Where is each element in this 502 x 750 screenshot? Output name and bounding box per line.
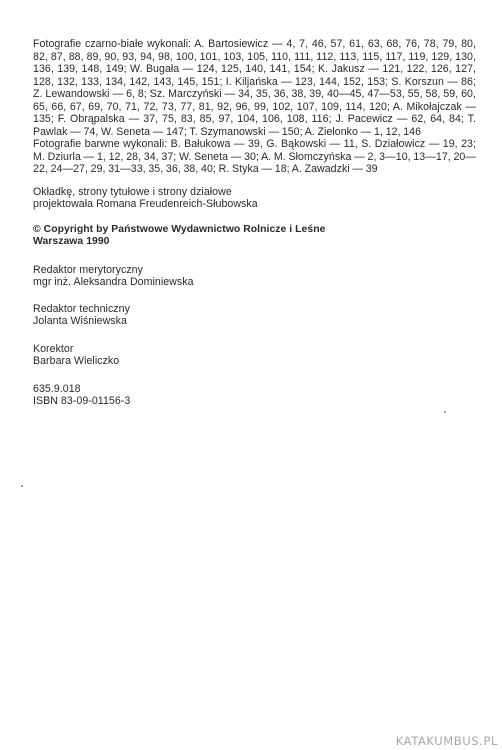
copyright-place-year: Warszawa 1990 bbox=[33, 236, 110, 247]
print-speck bbox=[21, 485, 23, 487]
site-watermark: KATAKUMBUS.PL bbox=[395, 734, 498, 748]
print-speck bbox=[444, 411, 446, 413]
editor-credit bbox=[33, 264, 476, 289]
photo-credits-bw: Fotografie czarno-białe wykonali: A. Bartosiewicz — 4, 7, 46, 57, 61, 63, 68, 76, 78, 79, 80, 82, 87, 88, 89, 90, 93, 94, 98, 100, 101, 103, 105, 110, 111, 112, 113, 115, 117, 119, 129, 130, 136, 139, 148, 149; W. Bugała — 124, 125, 140, 141, 154; K. Jakusz — 121, 122, 126, 127, 128, 132, 133, 134, 142, 143, 145, 151; I. Kiljańska — 123, 144, 152, 153; S. Korszun — 86; Z. Lewandowski — 6, 8; Sz. Marczyński — 34, 35, 36, 38, 39, 40—45, 47—53, 55, 58, 59, 60, 65, 66, 67, 69, 70, 71, 72, 73, 77, 81, 92, 96, 99, 102, 107, 109, 114, 120; A. Mikołajczak — 135; F. Obrąpalska — 37, 75, 83, 85, 97, 104, 106, 108, 116; J. Pacewicz — 62, 64, 84; T. Pawlak — 74, W. Seneta — 147; T. Szymanowski — 150; A. Zielonko — 1, 12, 146 bbox=[33, 38, 476, 138]
cover-design-credit bbox=[33, 186, 476, 211]
catalog-codes bbox=[33, 383, 476, 408]
copyright-notice bbox=[33, 224, 476, 249]
proofreader-role: Korektor bbox=[33, 342, 74, 355]
isbn-number: ISBN 83-09-01156-3 bbox=[33, 395, 131, 407]
cover-credit-line-1: Okładkę, strony tytułowe i strony działowe bbox=[33, 185, 232, 198]
technical-editor-credit bbox=[33, 303, 476, 328]
proofreader-name: Barbara Wieliczko bbox=[33, 355, 120, 367]
copyright-line: © Copyright by Państwowe Wydawnictwo Rolnicze i Leśne bbox=[33, 223, 326, 235]
cover-credit-line-2: projektowała Romana Freudenreich-Słubowska bbox=[33, 198, 258, 210]
technical-editor-name: Jolanta Wiśniewska bbox=[33, 315, 127, 327]
classification-code: 635.9.018 bbox=[33, 382, 81, 395]
colophon-content bbox=[33, 38, 476, 408]
photo-credits-color: Fotografie barwne wykonali: B. Bałukowa — 39, G. Bąkowski — 11, S. Działowicz — 19, 23; M. Dziurla — 1, 12, 28, 34, 37; W. Seneta — 30; A. M. Słomczyńska — 2, 3—10, 13—17, 20—22, 24—27, 29, 31—33, 35, 36, 38, 40; R. Styka — 18; A. Zawadzki — 39 bbox=[33, 138, 476, 175]
technical-editor-role: Redaktor techniczny bbox=[33, 302, 130, 315]
editor-role: Redaktor merytoryczny bbox=[33, 263, 143, 276]
editor-name: mgr inż. Aleksandra Dominiewska bbox=[33, 276, 194, 288]
proofreader-credit bbox=[33, 343, 476, 368]
